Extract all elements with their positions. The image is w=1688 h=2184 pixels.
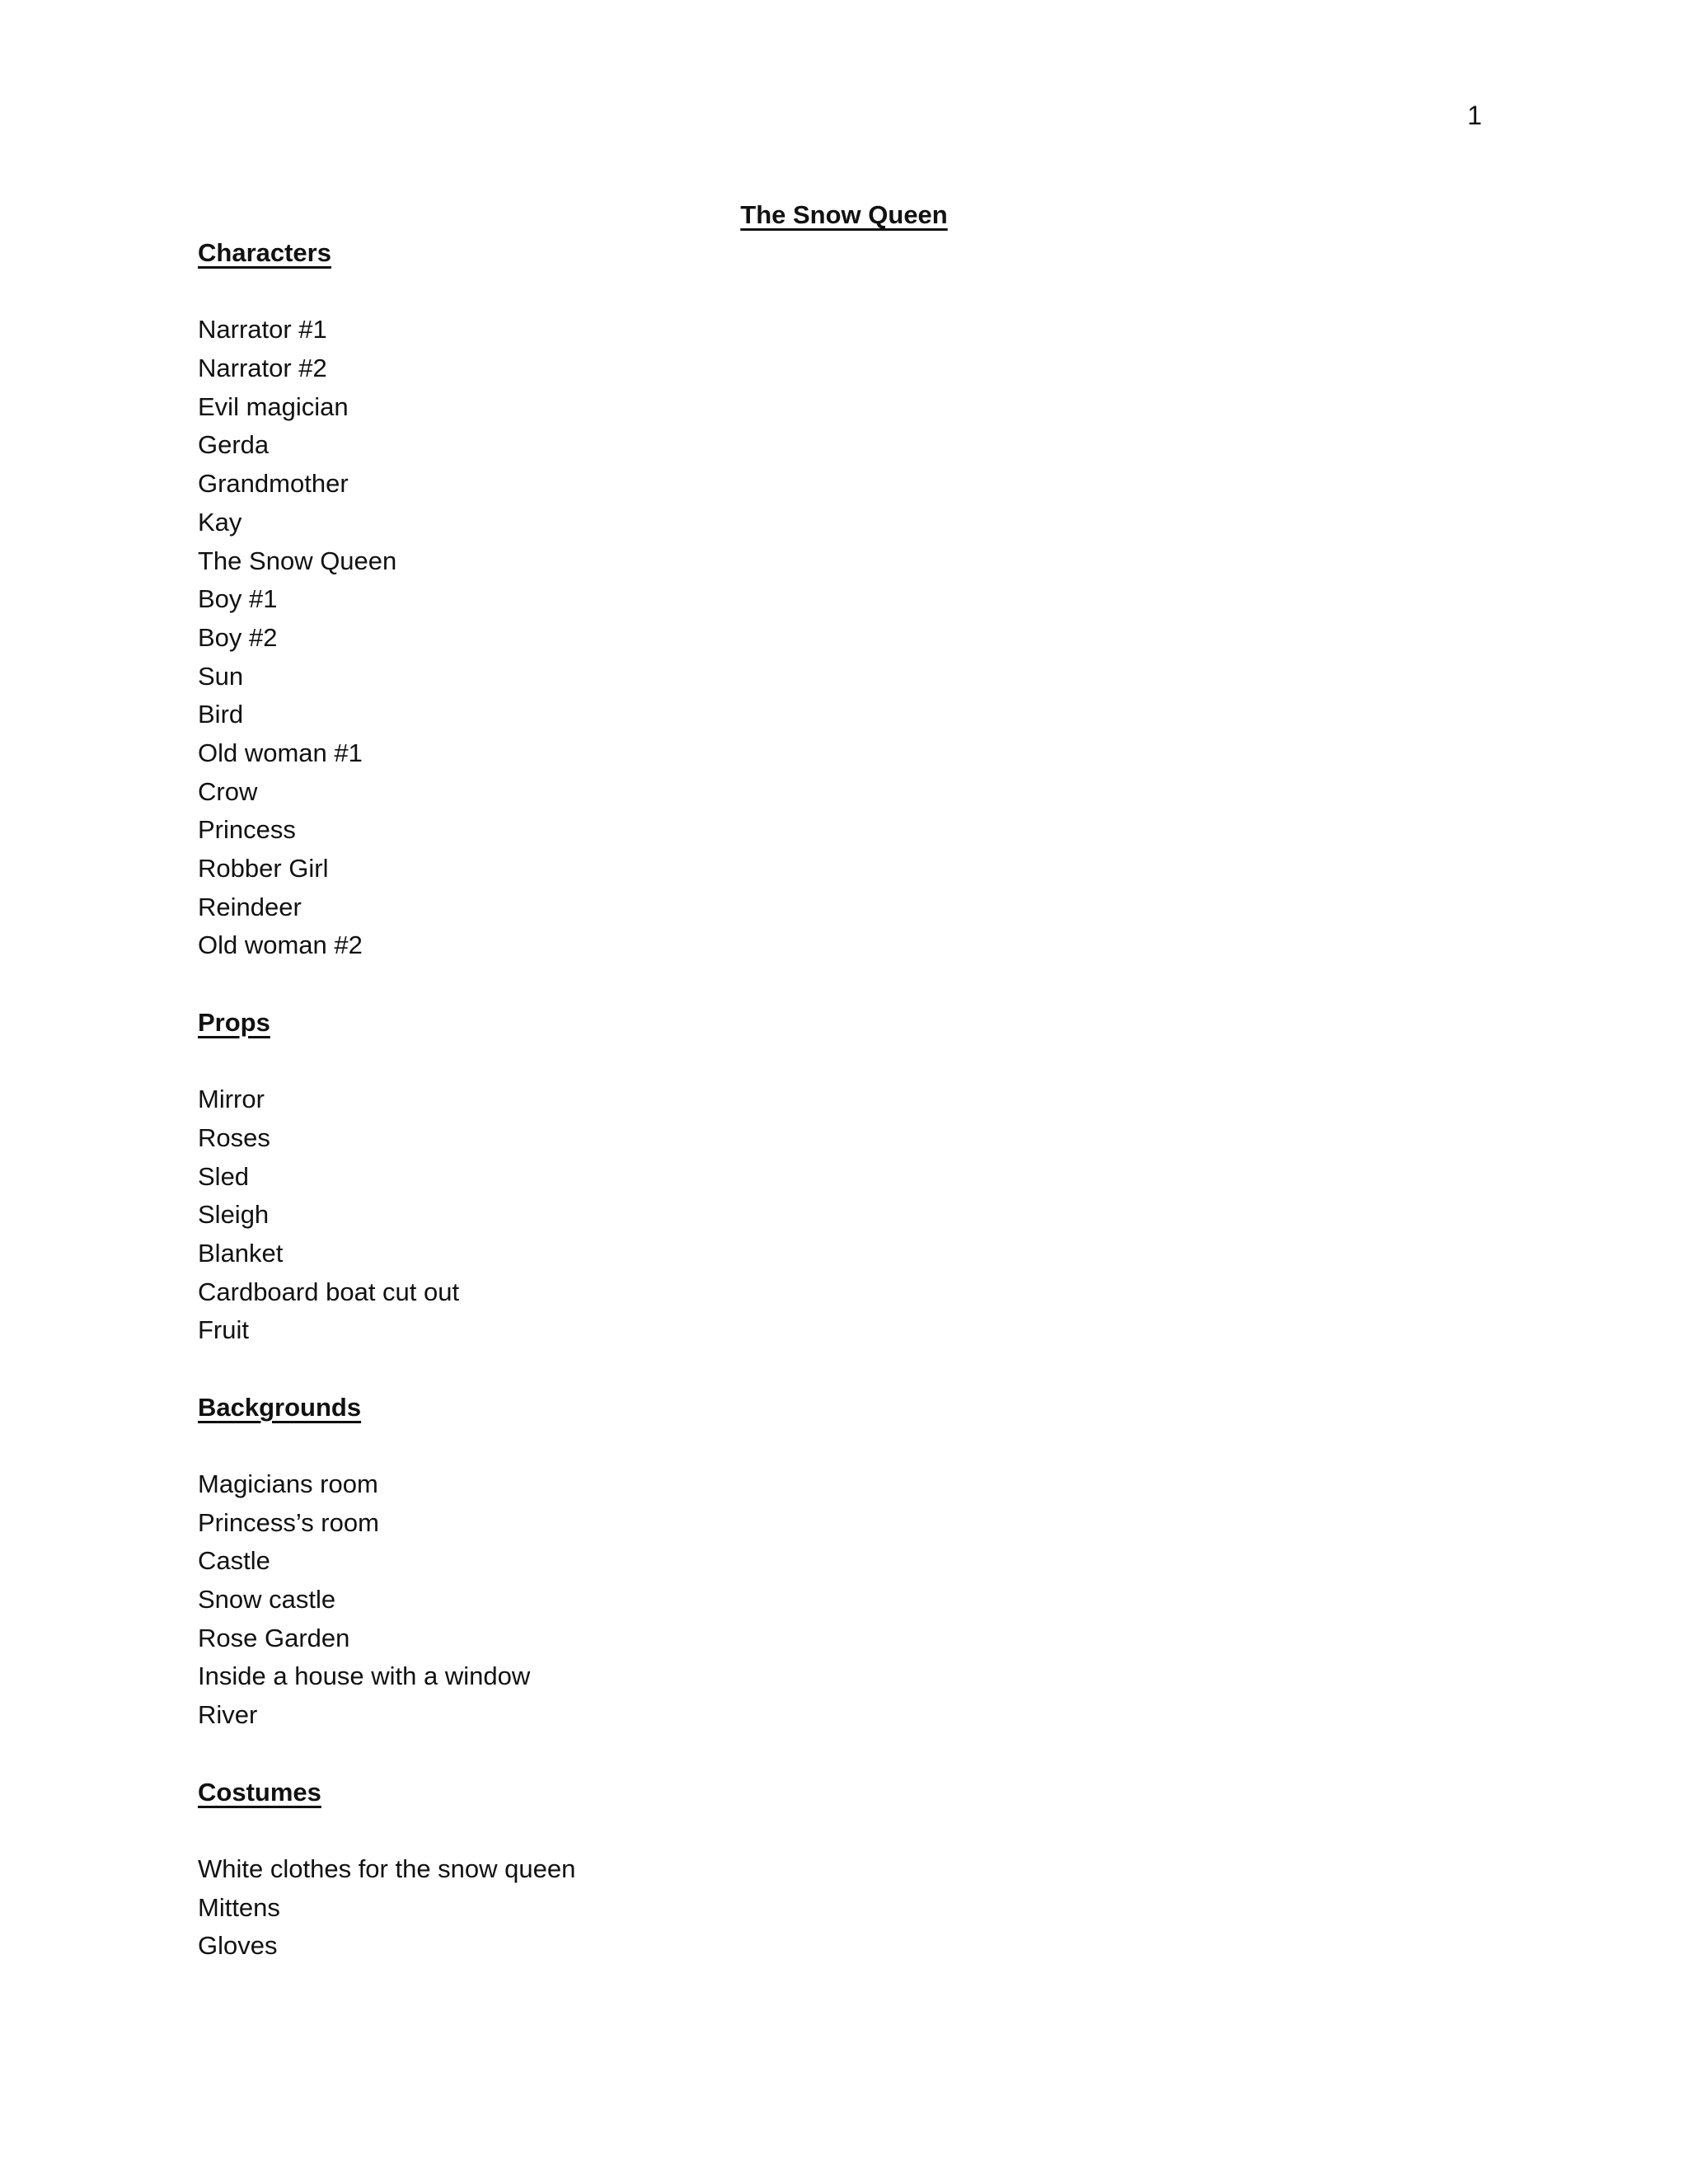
section-heading-costumes: Costumes xyxy=(198,1777,321,1807)
list-item: Old woman #1 xyxy=(198,738,363,767)
characters-list xyxy=(198,311,1434,965)
list-item: Magicians room xyxy=(198,1469,378,1498)
list-item: Narrator #1 xyxy=(198,315,327,344)
list-item: Sleigh xyxy=(198,1200,270,1230)
backgrounds-section xyxy=(198,1389,1434,1735)
list-item: Princess’s room xyxy=(198,1507,379,1537)
section-heading-characters: Characters xyxy=(198,238,331,267)
page-number: 1 xyxy=(1467,101,1482,130)
list-item: Robber Girl xyxy=(198,854,329,883)
section-heading-backgrounds: Backgrounds xyxy=(198,1392,362,1422)
list-item: Mittens xyxy=(198,1892,280,1922)
list-item: Sled xyxy=(198,1161,250,1191)
list-item: Gloves xyxy=(198,1931,278,1961)
list-item: Rose Garden xyxy=(198,1623,350,1652)
backgrounds-list xyxy=(198,1465,1434,1735)
list-item: Gerda xyxy=(198,430,270,460)
props-list xyxy=(198,1080,1434,1350)
list-item: Kay xyxy=(198,507,242,537)
list-item: Boy #2 xyxy=(198,622,278,652)
costumes-list xyxy=(198,1850,1434,1966)
list-item: Bird xyxy=(198,700,244,729)
list-item: White clothes for the snow queen xyxy=(198,1854,576,1883)
list-item: Old woman #2 xyxy=(198,930,363,960)
list-item: Boy #1 xyxy=(198,584,278,614)
list-item: Mirror xyxy=(198,1085,265,1114)
section-heading-props: Props xyxy=(198,1007,270,1037)
list-item: Reindeer xyxy=(198,892,302,921)
list-item: Inside a house with a window xyxy=(198,1661,531,1691)
document-title: The Snow Queen xyxy=(740,200,948,229)
list-item: Roses xyxy=(198,1122,270,1152)
list-item: River xyxy=(198,1700,258,1730)
list-item: Blanket xyxy=(198,1238,284,1268)
list-item: Crow xyxy=(198,776,258,806)
list-item: Narrator #2 xyxy=(198,354,327,383)
list-item: Fruit xyxy=(198,1315,249,1345)
characters-section xyxy=(198,234,1434,965)
props-section xyxy=(198,1004,1434,1350)
list-item: The Snow Queen xyxy=(198,546,397,575)
costumes-section xyxy=(198,1774,1434,1966)
list-item: Snow castle xyxy=(198,1585,336,1615)
list-item: Evil magician xyxy=(198,391,349,421)
list-item: Cardboard boat cut out xyxy=(198,1277,460,1306)
list-item: Princess xyxy=(198,815,296,845)
document-body xyxy=(198,234,1434,2004)
list-item: Grandmother xyxy=(198,469,349,499)
list-item: Sun xyxy=(198,661,244,691)
list-item: Castle xyxy=(198,1546,270,1576)
